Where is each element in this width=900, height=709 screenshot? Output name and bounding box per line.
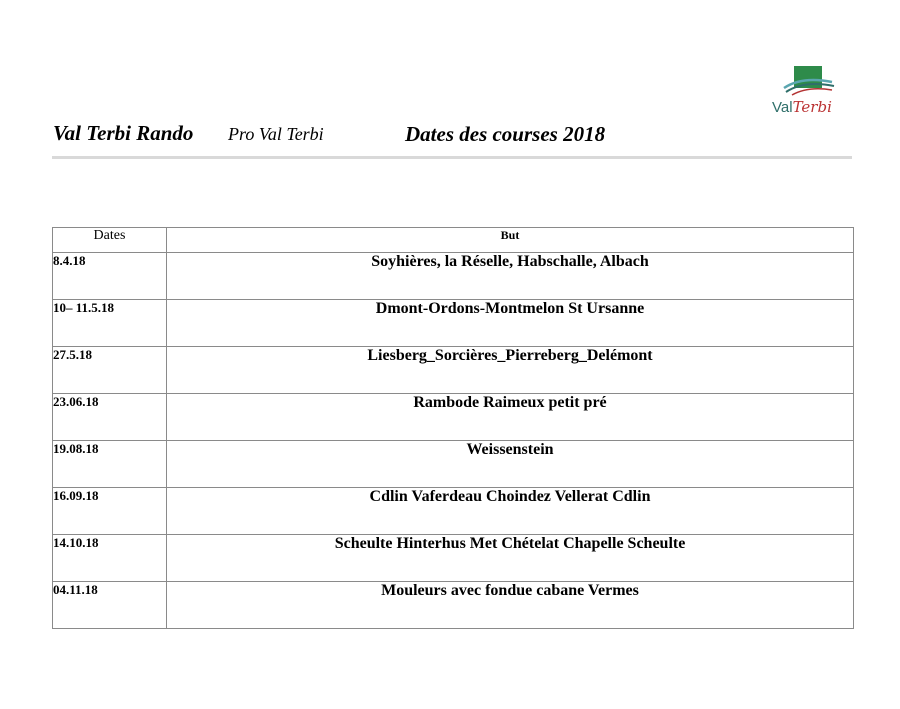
- course-destination: Dmont-Ordons-Montmelon St Ursanne: [167, 300, 854, 347]
- course-destination: Mouleurs avec fondue cabane Vermes: [167, 582, 854, 629]
- course-destination: Cdlin Vaferdeau Choindez Vellerat Cdlin: [167, 488, 854, 535]
- table-row: [53, 300, 854, 347]
- page-subtitle: Pro Val Terbi: [228, 124, 324, 144]
- table-header-row: [53, 228, 854, 253]
- course-date: 04.11.18: [53, 582, 167, 629]
- courses-table: [52, 227, 854, 629]
- table-row: [53, 441, 854, 488]
- course-destination: Liesberg_Sorcières_Pierreberg_Delémont: [167, 347, 854, 394]
- table-row: [53, 347, 854, 394]
- table-row: [53, 582, 854, 629]
- table-row: [53, 394, 854, 441]
- logo-emblem-icon: [772, 64, 844, 98]
- course-destination: Weissenstein: [167, 441, 854, 488]
- course-date: 8.4.18: [53, 253, 167, 300]
- course-destination: Soyhières, la Réselle, Habschalle, Albach: [167, 253, 854, 300]
- course-date: 16.09.18: [53, 488, 167, 535]
- logo-text-val: Val: [772, 99, 793, 116]
- logo-text-terbi: Terbi: [792, 98, 832, 116]
- val-terbi-logo: [772, 64, 844, 120]
- column-header-but: But: [167, 228, 854, 253]
- header-divider: [52, 156, 852, 159]
- course-date: 23.06.18: [53, 394, 167, 441]
- course-destination: Scheulte Hinterhus Met Chételat Chapelle Scheulte: [167, 535, 854, 582]
- column-header-dates: Dates: [53, 228, 167, 253]
- course-date: 14.10.18: [53, 535, 167, 582]
- table-row: [53, 253, 854, 300]
- dates-title: Dates des courses 2018: [405, 122, 606, 146]
- course-date: 27.5.18: [53, 347, 167, 394]
- table-row: [53, 488, 854, 535]
- course-date: 10– 11.5.18: [53, 300, 167, 347]
- table-row: [53, 535, 854, 582]
- course-date: 19.08.18: [53, 441, 167, 488]
- course-destination: Rambode Raimeux petit pré: [167, 394, 854, 441]
- page-title: Val Terbi Rando: [53, 121, 194, 145]
